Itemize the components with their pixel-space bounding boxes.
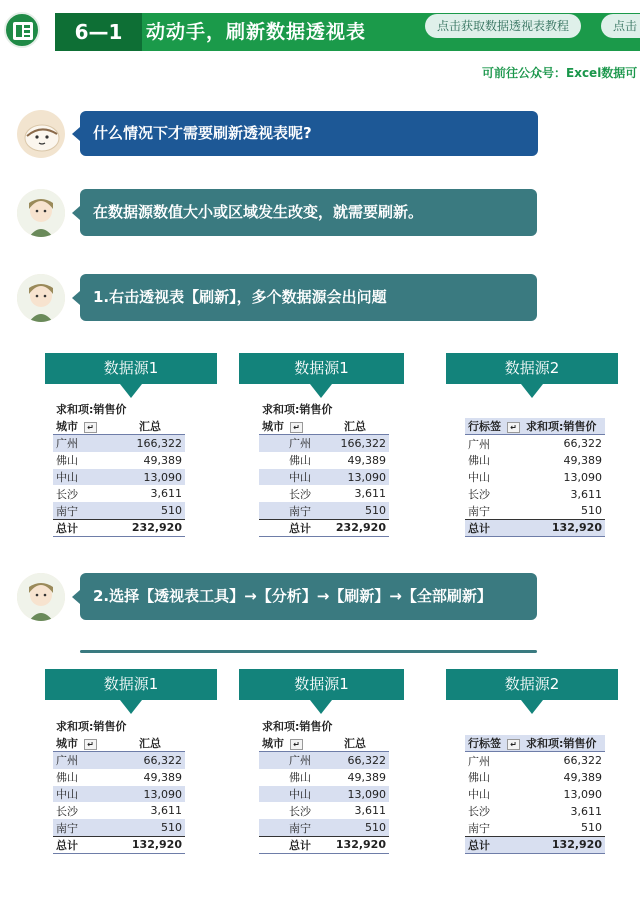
row-label: 佛山 [259, 769, 321, 786]
cell-value: 13,090 [115, 786, 185, 803]
total-label: 总计 [53, 836, 115, 853]
total-value: 232,920 [115, 519, 185, 536]
cell-value: 166,322 [321, 435, 389, 452]
row-label: 南宁 [259, 819, 321, 836]
cell-value: 49,389 [115, 769, 185, 786]
row-label: 长沙 [259, 802, 321, 819]
row-label: 中山 [465, 786, 523, 803]
row-label: 广州 [259, 752, 321, 769]
row-label: 佛山 [259, 452, 321, 469]
cell-value: 49,389 [321, 452, 389, 469]
col-header: 行标签 [468, 420, 501, 434]
pivot-title: 求和项:销售价 [262, 720, 333, 734]
page-title: 动动手，刷新数据透视表 [146, 21, 367, 43]
col-header: 汇总 [115, 735, 185, 752]
col-header: 汇总 [321, 418, 389, 435]
cell-value: 3,611 [115, 802, 185, 819]
row-label: 南宁 [53, 502, 115, 519]
cell-value: 49,389 [115, 452, 185, 469]
cell-value: 13,090 [523, 469, 605, 486]
row-label: 长沙 [53, 802, 115, 819]
row-label: 南宁 [465, 819, 523, 836]
row-label: 中山 [259, 469, 321, 486]
row-label: 长沙 [465, 803, 523, 820]
pivot-table [259, 401, 389, 537]
row-label: 长沙 [259, 485, 321, 502]
cell-value: 66,322 [115, 752, 185, 769]
cell-value: 510 [115, 819, 185, 836]
more-link-button[interactable]: 点击 [601, 14, 640, 38]
down-arrow-icon [120, 700, 142, 714]
excel-logo-icon [4, 12, 40, 48]
col-header: 城市 [262, 420, 284, 434]
down-arrow-icon [120, 384, 142, 398]
cell-value: 3,611 [115, 485, 185, 502]
cell-value: 3,611 [523, 803, 605, 820]
row-label: 长沙 [465, 486, 523, 503]
cell-value: 66,322 [523, 752, 605, 769]
row-label: 南宁 [53, 819, 115, 836]
down-arrow-icon [521, 384, 543, 398]
avatar-character [17, 274, 65, 322]
cell-value: 3,611 [321, 485, 389, 502]
pivot-table [465, 735, 605, 854]
cell-value: 13,090 [321, 786, 389, 803]
row-label: 中山 [465, 469, 523, 486]
pivot-title: 求和项:销售价 [262, 403, 333, 417]
header [0, 0, 640, 58]
total-label: 总计 [259, 836, 321, 853]
total-label: 总计 [53, 519, 115, 536]
row-label: 广州 [465, 752, 523, 769]
row-label: 佛山 [53, 452, 115, 469]
cell-value: 3,611 [523, 486, 605, 503]
col-header: 城市 [262, 737, 284, 751]
col-header: 城市 [56, 737, 78, 751]
row-label: 广州 [53, 752, 115, 769]
pivot-table [465, 418, 605, 537]
pivot-table [53, 718, 185, 854]
source-label: 数据源1 [239, 353, 404, 384]
down-arrow-icon [521, 700, 543, 714]
cell-value: 510 [523, 502, 605, 519]
col-header: 行标签 [468, 737, 501, 751]
total-value: 132,920 [523, 519, 605, 536]
row-label: 中山 [259, 786, 321, 803]
cell-value: 510 [523, 819, 605, 836]
cell-value: 49,389 [523, 452, 605, 469]
row-label: 广州 [465, 435, 523, 452]
pivot-title: 求和项:销售价 [56, 720, 127, 734]
step1-bubble: 1.右击透视表【刷新】，多个数据源会出问题 [80, 274, 537, 321]
cell-value: 166,322 [115, 435, 185, 452]
filter-icon[interactable]: ↵ [290, 422, 303, 433]
filter-icon[interactable]: ↵ [84, 422, 97, 433]
cell-value: 3,611 [321, 802, 389, 819]
row-label: 佛山 [465, 769, 523, 786]
total-label: 总计 [259, 519, 321, 536]
col-header: 城市 [56, 420, 78, 434]
avatar-character [17, 189, 65, 237]
filter-icon[interactable]: ↵ [507, 422, 520, 433]
cell-value: 66,322 [523, 435, 605, 452]
step2-bubble: 2.选择【透视表工具】→【分析】→【刷新】→【全部刷新】 [80, 573, 537, 620]
source-label: 数据源1 [239, 669, 404, 700]
row-label: 广州 [259, 435, 321, 452]
pivot-table [53, 401, 185, 537]
cell-value: 510 [321, 819, 389, 836]
answer-bubble: 在数据源数值大小或区域发生改变，就需要刷新。 [80, 189, 537, 236]
total-value: 132,920 [321, 836, 389, 853]
col-header: 汇总 [115, 418, 185, 435]
row-label: 广州 [53, 435, 115, 452]
watermark: @悟空问答 [564, 874, 630, 889]
source-label: 数据源1 [45, 669, 217, 700]
filter-icon[interactable]: ↵ [84, 739, 97, 750]
pivot-title: 求和项:销售价 [56, 403, 127, 417]
source-label: 数据源1 [45, 353, 217, 384]
filter-icon[interactable]: ↵ [507, 739, 520, 750]
row-label: 中山 [53, 469, 115, 486]
total-label: 总计 [465, 836, 523, 853]
down-arrow-icon [310, 384, 332, 398]
divider [80, 650, 537, 653]
cell-value: 49,389 [523, 769, 605, 786]
row-label: 长沙 [53, 485, 115, 502]
row-label: 南宁 [465, 502, 523, 519]
total-value: 232,920 [321, 519, 389, 536]
col-header: 求和项:销售价 [523, 735, 605, 752]
total-label: 总计 [465, 519, 523, 536]
cell-value: 13,090 [115, 469, 185, 486]
question-bubble: 什么情况下才需要刷新透视表呢? [80, 111, 538, 156]
total-value: 132,920 [523, 836, 605, 853]
source-label: 数据源2 [446, 669, 618, 700]
section-number: 6—1 [55, 13, 142, 51]
cell-value: 510 [115, 502, 185, 519]
col-header: 求和项:销售价 [523, 418, 605, 435]
row-label: 佛山 [465, 452, 523, 469]
cell-value: 13,090 [321, 469, 389, 486]
cell-value: 66,322 [321, 752, 389, 769]
col-header: 汇总 [321, 735, 389, 752]
filter-icon[interactable]: ↵ [290, 739, 303, 750]
account-note: 可前往公众号：Excel数据可 [482, 66, 638, 80]
row-label: 佛山 [53, 769, 115, 786]
cell-value: 510 [321, 502, 389, 519]
row-label: 南宁 [259, 502, 321, 519]
down-arrow-icon [310, 700, 332, 714]
cell-value: 13,090 [523, 786, 605, 803]
cell-value: 49,389 [321, 769, 389, 786]
total-value: 132,920 [115, 836, 185, 853]
tutorial-link-button[interactable]: 点击获取数据透视表教程 [425, 14, 581, 38]
source-label: 数据源2 [446, 353, 618, 384]
pivot-table [259, 718, 389, 854]
avatar-character [17, 573, 65, 621]
avatar-bun [17, 110, 65, 158]
row-label: 中山 [53, 786, 115, 803]
